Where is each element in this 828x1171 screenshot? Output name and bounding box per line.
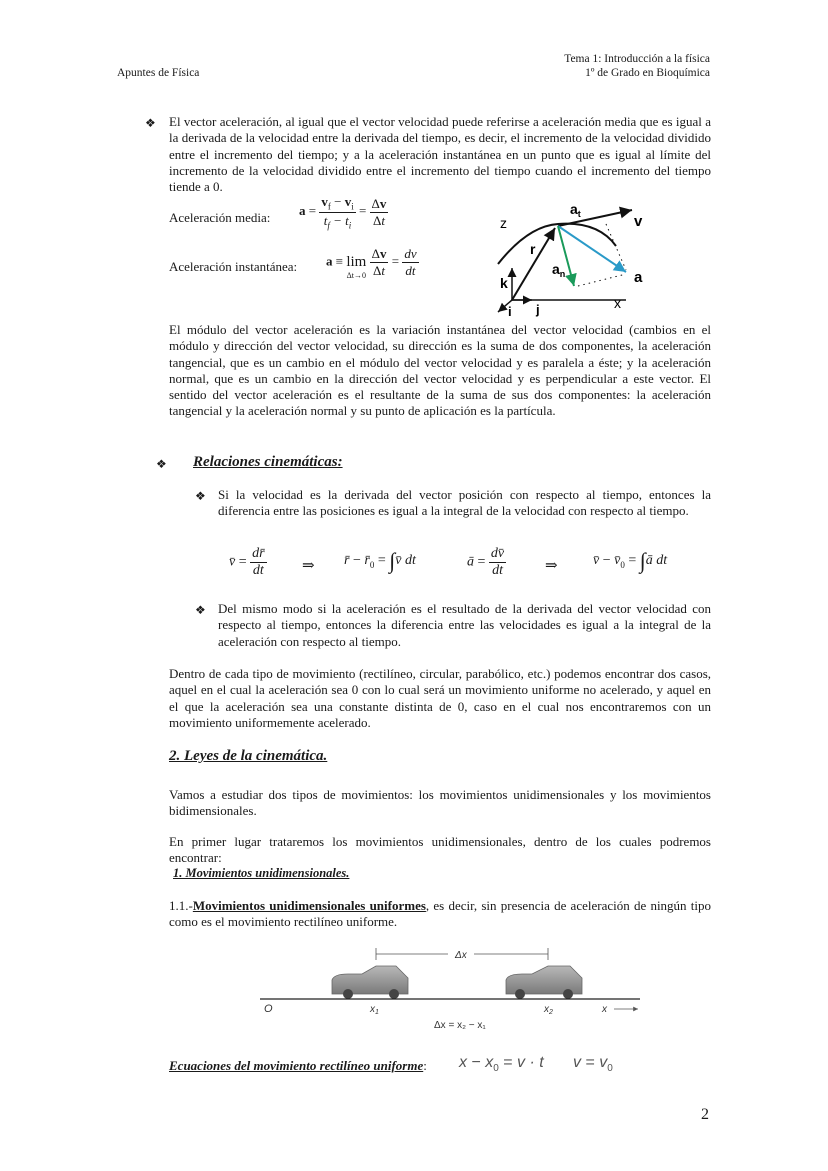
label-z: z — [500, 215, 507, 231]
section2-paragraph-2: En primer lugar trataremos los movimientos unidimensionales, dentro de los cuales podremos encontrar: — [169, 834, 711, 866]
implies-arrow-1: ⇒ — [302, 558, 315, 574]
section2-paragraph-1: Vamos a estudiar dos tipos de movimientos: los movimientos unidimensionales y los movimientos bidimensionales. — [169, 787, 711, 819]
media-formula: a = $\frac{v_f - v_i}{t_f - t_i}$ = $\frac{\Delta v}{\Delta t}$ — [299, 194, 387, 231]
label-x2: $x_2$ — [544, 1004, 553, 1016]
equations-label-wrap — [169, 1058, 427, 1074]
mru-prefix: 1.1.- — [169, 898, 193, 913]
formula-velocity-integral: v̄ − $v̄_0$ = ∫ā dt — [593, 548, 668, 573]
relaciones-bullet-2: Del mismo modo si la aceleración es el resultado de la derivada del vector velocidad con respecto al tiempo, entonces la diferencia entre las velocidades es igual a la integral de la aceleración con respecto al tiempo. — [218, 601, 711, 649]
trajectory-curve — [498, 224, 616, 264]
label-an: $a_n$ — [552, 261, 566, 279]
mru-paragraph — [169, 898, 711, 931]
header-right-line2: 1º de Grado en Bioquímica — [585, 67, 710, 79]
label-delta-x: Δx — [455, 950, 467, 961]
equations-label: Ecuaciones del movimiento rectilíneo uniforme — [169, 1058, 424, 1073]
label-r: r — [530, 241, 536, 257]
label-k: k — [500, 275, 508, 291]
bullet-icon: ❖ — [195, 603, 206, 617]
formula-position-integral: r̄ − $r̄_0$ = ∫v̄ dt — [344, 548, 416, 573]
label-at: $a_t$ — [570, 201, 581, 219]
bullet-icon: ❖ — [156, 457, 167, 471]
acceleration-diagram — [488, 196, 648, 318]
bullet-icon: ❖ — [145, 116, 156, 130]
label-origin: O — [264, 1003, 273, 1015]
header-right — [564, 52, 710, 80]
intro-paragraph: El vector aceleración, al igual que el vector velocidad puede referirse a aceleración media que es igual a la derivada de la velocidad entre la derivada del tiempo, es decir, el incremento de la velocidad dividido entre el incremento del tiempo; y a la aceleración instantánea en un punto que es igual al límite del incremento de la velocidad dividido entre el incremento del tiempo cuando el incremento del tiempo tiende a 0. — [169, 114, 711, 195]
label-x-axis: x — [602, 1004, 607, 1015]
r-vector — [512, 228, 555, 300]
label-a: a — [634, 269, 643, 286]
section2-title: 2. Leyes de la cinemática. — [169, 748, 328, 764]
label-x: x — [614, 295, 621, 311]
label-x1: $x_1$ — [370, 1004, 379, 1016]
equation-position: $x - x_0 = v \cdot t$ — [459, 1054, 544, 1075]
relaciones-bullet-1: Si la velocidad es la derivada del vector posición con respecto al tiempo, entonces la diferencia entre las posiciones es igual a la integral de la velocidad con respecto al tiempo. — [218, 487, 711, 519]
implies-arrow-2: ⇒ — [545, 558, 558, 574]
equations-colon: : — [423, 1058, 427, 1073]
header-right-line1: Tema 1: Introducción a la física — [564, 53, 710, 65]
car-1 — [332, 966, 408, 999]
dotted-guide-2 — [606, 224, 626, 270]
mru-title: Movimientos unidimensionales uniformes — [192, 898, 426, 913]
dotted-guide-1 — [578, 274, 626, 286]
modulo-paragraph: El módulo del vector aceleración es la variación instantánea del vector velocidad (cambios en el módulo y dirección del vector velocidad, su dirección es la suma de dos componentes, la aceleración tangencial, que es un cambio en el módulo del vector velocidad y es paralela a éste; y la aceleración normal, que es un cambio en la dirección del vector velocidad y es perpendicular a este vector. El sentido del vector aceleración es el resultante de la suma de sus dos componentes: la aceleración tangencial y la aceleración normal y su punto de aplicación es la partícula. — [169, 322, 711, 419]
tipos-paragraph: Dentro de cada tipo de movimiento (rectilíneo, circular, parabólico, etc.) podemos encontrar dos casos, aquel en el cual la aceleración sea 0 con lo cual será un movimiento uniforme no acelerado, y aquel en el que la aceleración sea una constante distinta de 0, caso en el cual nos encontraremos con un movimiento uniformemente acelerado. — [169, 666, 711, 730]
label-j: j — [536, 302, 540, 317]
page-number: 2 — [701, 1106, 709, 1123]
uniform-motion-figure — [258, 944, 644, 1036]
bullet-icon: ❖ — [195, 489, 206, 503]
label-i: i — [508, 304, 512, 318]
label-v: v — [634, 213, 643, 230]
subsection1-title: 1. Movimientos unidimensionales. — [173, 866, 350, 880]
formula-velocity: v̄ = $\frac{dr̄}{dt}$ — [229, 546, 265, 578]
relaciones-title: Relaciones cinemáticas: — [193, 454, 343, 470]
media-label: Aceleración media: — [169, 210, 271, 225]
figure-caption: Δx = x₂ − x₁ — [434, 1020, 486, 1031]
instant-label: Aceleración instantánea: — [169, 259, 298, 274]
equation-velocity: $v = v_0$ — [573, 1054, 613, 1075]
mru-rest: , es decir, sin presencia de aceleración de ningún tipo como es el movimiento rectilíneo uniforme. — [169, 898, 712, 930]
header-left: Apuntes de Física — [117, 67, 200, 79]
instant-formula: a ≡ lim Δt→0 $\frac{\Delta v}{\Delta t}$ = $\frac{dv}{dt}$ — [326, 246, 417, 280]
formula-acceleration: ā = $\frac{dv̄}{dt}$ — [467, 546, 505, 578]
car-2 — [506, 966, 582, 999]
